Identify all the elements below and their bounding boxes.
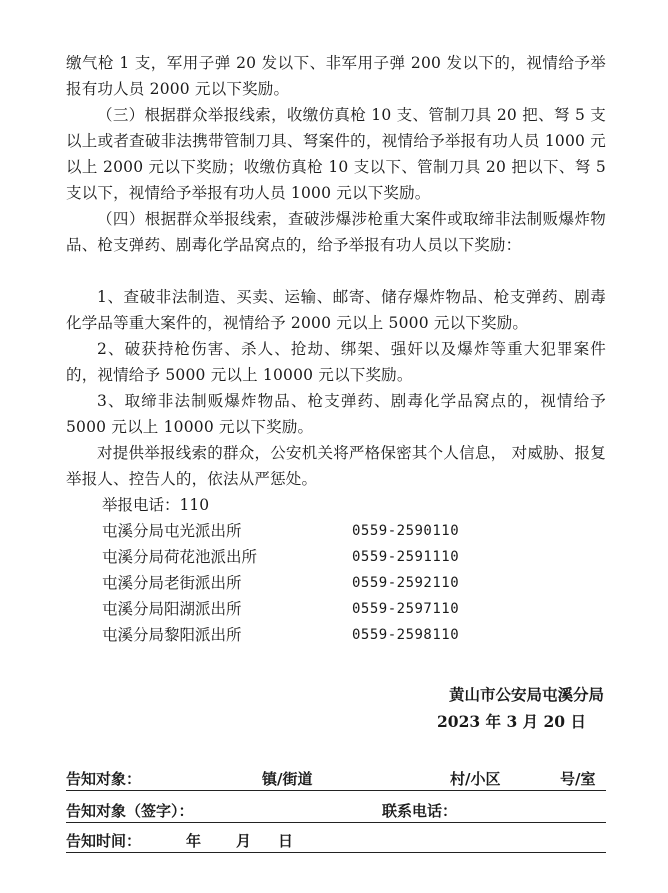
month-label: 月: [236, 832, 252, 850]
station-name: 屯溪分局阳湖派出所: [102, 600, 242, 618]
form-row-sign: [66, 796, 606, 823]
station-name: 屯溪分局荷花池派出所: [102, 548, 258, 566]
station-name: 屯溪分局屯光派出所: [102, 522, 242, 540]
paragraph-item-2: 2、破获持枪伤害、杀人、抢劫、绑架、强奸以及爆炸等重大犯罪案件的，视情给予 5000 元以上 10000 元以下奖励。: [66, 340, 606, 384]
number-label: 号/室: [560, 770, 596, 788]
station-name: 屯溪分局黎阳派出所: [102, 626, 242, 644]
paragraph-section-three: （三）根据群众举报线索，收缴仿真枪 10 支、管制刀具 20 把、弩 5 支以上或者查破非法携带管制刀具、弩案件的，视情给予举报有功人员 1000 元以上 2000 元以下奖励；收缴仿真枪 10 支以下、管制刀具 20 把以下、弩 5 支以下，视情给予举报有功人员 1000 元以下奖励。: [66, 106, 606, 202]
paragraph-item-1: 1、查破非法制造、买卖、运输、邮寄、储存爆炸物品、枪支弹药、剧毒化学品等重大案件的，视情给予 2000 元以上 5000 元以下奖励。: [66, 288, 606, 332]
time-label: 告知时间：: [66, 832, 142, 850]
form-row-time: [66, 826, 606, 853]
village-label: 村/小区: [450, 770, 501, 788]
signature-org: 黄山市公安局屯溪分局: [448, 685, 604, 704]
paragraph-item-3: 3、取缔非法制贩爆炸物品、枪支弹药、剧毒化学品窝点的，视情给予 5000 元以上 10000 元以下奖励。: [66, 392, 606, 436]
paragraph-section-four: （四）根据群众举报线索，查破涉爆涉枪重大案件或取缔非法制贩爆炸物品、枪支弹药、剧毒化学品窝点的，给予举报有功人员以下奖励：: [66, 210, 606, 254]
signature-date: 2023 年 3 月 20 日: [437, 712, 586, 731]
target-label: 告知对象：: [66, 770, 142, 788]
year-label: 年: [186, 832, 202, 850]
station-phone: 0559-2597110: [352, 601, 460, 617]
station-phone: 0559-2591110: [352, 549, 460, 565]
day-label: 日: [278, 832, 294, 850]
hotline: 举报电话：110: [102, 496, 210, 514]
sign-label: 告知对象（签字）：: [66, 802, 194, 820]
contact-label: 联系电话：: [382, 802, 458, 820]
paragraph-confidentiality: 对提供举报线索的群众，公安机关将严格保密其个人信息， 对威胁、报复举报人、控告人的，依法从严惩处。: [66, 444, 606, 488]
form-row-target: [66, 764, 606, 791]
town-label: 镇/街道: [262, 770, 313, 788]
station-phone: 0559-2592110: [352, 575, 460, 591]
station-name: 屯溪分局老街派出所: [102, 574, 242, 592]
paragraph-gun-reward-continued: 缴气枪 1 支，军用子弹 20 发以下、非军用子弹 200 发以下的，视情给予举报有功人员 2000 元以下奖励。: [66, 54, 606, 98]
station-phone: 0559-2590110: [352, 523, 460, 539]
station-phone: 0559-2598110: [352, 627, 460, 643]
